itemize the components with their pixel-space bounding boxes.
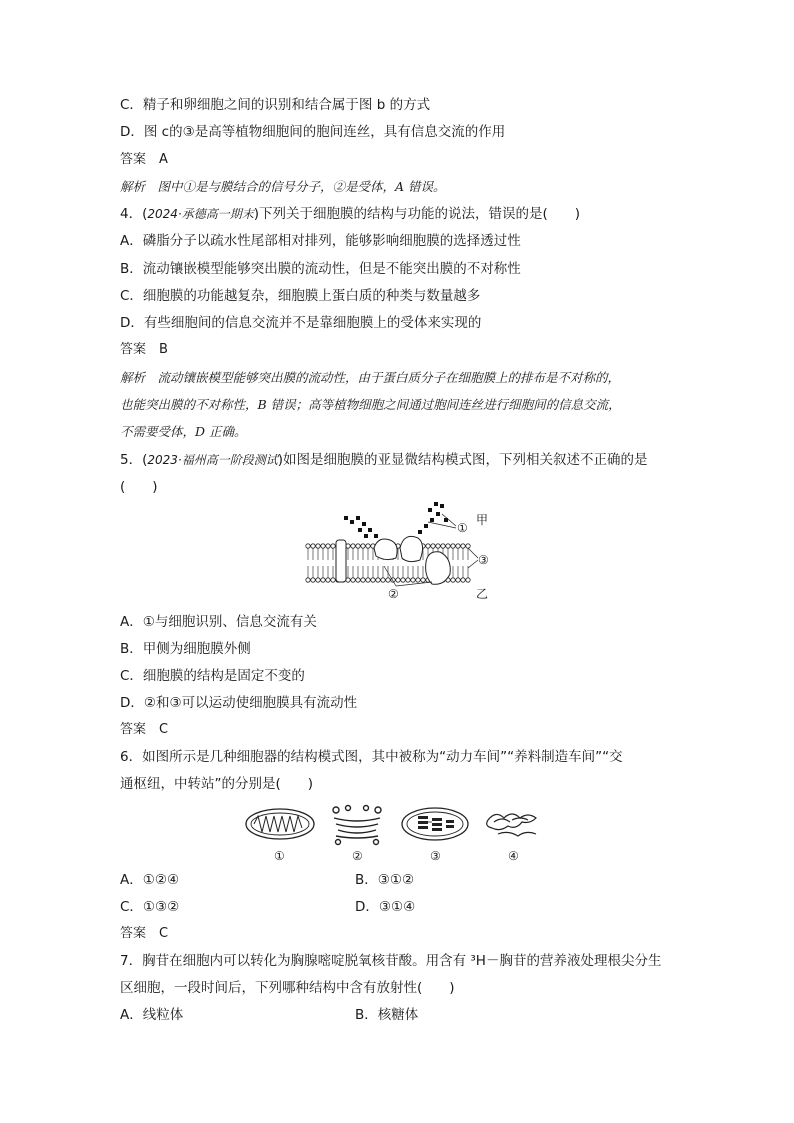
question-5-stem — [120, 450, 648, 470]
question-5-option-d: D．②和③可以运动使细胞膜具有流动性 — [120, 695, 358, 711]
phospholipid-head — [386, 578, 390, 582]
chloroplast-icon — [402, 808, 468, 840]
phospholipid-head — [411, 578, 415, 582]
phospholipid-head — [396, 578, 400, 582]
phospholipid-head — [376, 578, 380, 582]
label-1: ① — [457, 521, 468, 535]
question-number: 4．( — [120, 206, 148, 222]
question-4-option-b: B．流动镶嵌模型能够突出膜的流动性，但是不能突出膜的不对称性 — [120, 261, 521, 277]
phospholipid-head — [361, 578, 365, 582]
question-6-option-c: C．①③② — [120, 899, 180, 915]
question-4-analysis-1: 解析 流动镶嵌模型能够突出膜的流动性，由于蛋白质分子在细胞膜上的排布是不对称的， — [120, 370, 621, 385]
question-4-analysis-2: 也能突出膜的不对称性，B 错误；高等植物细胞之间通过胞间连丝进行细胞间的信息交流， — [120, 397, 621, 412]
question-5-answer: 答案 C — [120, 722, 169, 737]
phospholipid-head — [326, 544, 330, 548]
option-c-line: C．精子和卵细胞之间的识别和结合属于图 b 的方式 — [120, 97, 431, 113]
label-yi: 乙 — [476, 587, 489, 601]
question-6-option-d: D．③①④ — [355, 899, 416, 915]
phospholipid-head — [366, 544, 370, 548]
organelle-label-4: ④ — [508, 849, 519, 863]
glycoprotein-body — [400, 536, 423, 561]
phospholipid-head — [421, 578, 425, 582]
label-3: ③ — [478, 553, 489, 567]
question-text: )如图是细胞膜的亚显微结构模式图，下列相关叙述不正确的是 — [277, 452, 648, 468]
analysis-line: 解析 图中①是与膜结合的信号分子，②是受体，A 错误。 — [120, 179, 446, 194]
question-5-option-c: C．细胞膜的结构是固定不变的 — [120, 668, 305, 684]
phospholipid-head — [311, 578, 315, 582]
question-4-option-c: C．细胞膜的功能越复杂，细胞膜上蛋白质的种类与数量越多 — [120, 288, 481, 304]
phospholipid-head — [456, 578, 460, 582]
phospholipid-head — [316, 544, 320, 548]
phospholipid-head — [306, 578, 310, 582]
question-6-answer: 答案 C — [120, 926, 169, 941]
phospholipid-head — [461, 578, 465, 582]
question-4-option-d: D．有些细胞间的信息交流并不是靠细胞膜上的受体来实现的 — [120, 315, 482, 331]
label-2: ② — [388, 587, 399, 601]
phospholipid-head — [446, 544, 450, 548]
phospholipid-head — [461, 544, 465, 548]
answer-line: 答案 A — [120, 152, 168, 167]
phospholipid-head — [436, 544, 440, 548]
transmembrane-protein — [426, 552, 451, 585]
phospholipid-head — [451, 544, 455, 548]
phospholipid-head — [306, 544, 310, 548]
organelle-label-1: ① — [274, 849, 285, 863]
phospholipid-head — [356, 544, 360, 548]
question-4-stem — [120, 204, 580, 224]
glycocalyx-chain-left — [344, 516, 378, 538]
glycocalyx-chain-right — [418, 502, 448, 534]
phospholipid-head — [311, 544, 315, 548]
phospholipid-head — [351, 578, 355, 582]
phospholipid-head — [381, 578, 385, 582]
phospholipid-head — [356, 578, 360, 582]
phospholipid-head — [326, 578, 330, 582]
question-5-option-b: B．甲侧为细胞膜外侧 — [120, 641, 251, 657]
organelle-diagram — [240, 800, 560, 864]
channel-protein-left — [336, 540, 346, 582]
question-7-option-b: B．核糖体 — [355, 1007, 419, 1023]
question-6-option-a: A．①②④ — [120, 872, 180, 888]
phospholipid-head — [331, 544, 335, 548]
phospholipid-head — [466, 578, 470, 582]
question-5-option-a: A．①与细胞识别、信息交流有关 — [120, 614, 317, 630]
phospholipid-head — [426, 544, 430, 548]
mitochondrion-icon — [246, 809, 314, 839]
phospholipid-head — [331, 578, 335, 582]
organelle-label-3: ③ — [430, 849, 441, 863]
question-5-paren: ( ) — [120, 479, 158, 495]
golgi-apparatus-icon — [333, 806, 381, 845]
question-text: )下列关于细胞膜的结构与功能的说法，错误的是( ) — [253, 206, 581, 222]
phospholipid-head — [371, 578, 375, 582]
phospholipid-head — [351, 544, 355, 548]
label-jia: 甲 — [476, 513, 489, 527]
question-6-option-b: B．③①② — [355, 872, 415, 888]
question-4-analysis-3: 不需要受体，D 正确。 — [120, 424, 247, 439]
phospholipid-head — [466, 544, 470, 548]
phospholipid-head — [401, 578, 405, 582]
question-7-stem-2: 区细胞，一段时间后，下列哪种结构中含有放射性( ) — [120, 980, 455, 996]
question-source: 2024·承德高一期末 — [147, 207, 254, 221]
question-7-stem-1: 7．胸苷在细胞内可以转化为胸腺嘧啶脱氧核苷酸。用含有 ³H－胸苷的营养液处理根尖分生 — [120, 953, 662, 969]
surface-protein — [374, 539, 397, 560]
phospholipid-head — [321, 578, 325, 582]
question-4-answer: 答案 B — [120, 342, 168, 357]
question-source: 2023·福州高一阶段测试 — [147, 453, 278, 467]
phospholipid-head — [321, 544, 325, 548]
question-4-option-a: A．磷脂分子以疏水性尾部相对排列，能够影响细胞膜的选择透过性 — [120, 233, 521, 249]
question-7-option-a: A．线粒体 — [120, 1007, 184, 1023]
phospholipid-head — [361, 544, 365, 548]
phospholipid-head — [441, 544, 445, 548]
phospholipid-head — [451, 578, 455, 582]
question-6-stem-1: 6．如图所示是几种细胞器的结构模式图，其中被称为“动力车间”“养料制造车间”“交 — [120, 749, 623, 765]
phospholipid-head — [366, 578, 370, 582]
phospholipid-head — [431, 544, 435, 548]
option-d-line: D．图 c的③是高等植物细胞间的胞间连丝，具有信息交流的作用 — [120, 124, 506, 140]
phospholipid-head — [456, 544, 460, 548]
endoplasmic-reticulum-icon — [487, 814, 536, 836]
phospholipid-head — [416, 578, 420, 582]
question-6-stem-2: 通枢纽，中转站”的分别是( ) — [120, 776, 314, 792]
phospholipid-head — [406, 578, 410, 582]
membrane-diagram — [300, 500, 500, 605]
organelle-label-2: ② — [352, 849, 363, 863]
phospholipid-head — [316, 578, 320, 582]
question-number: 5．( — [120, 452, 148, 468]
